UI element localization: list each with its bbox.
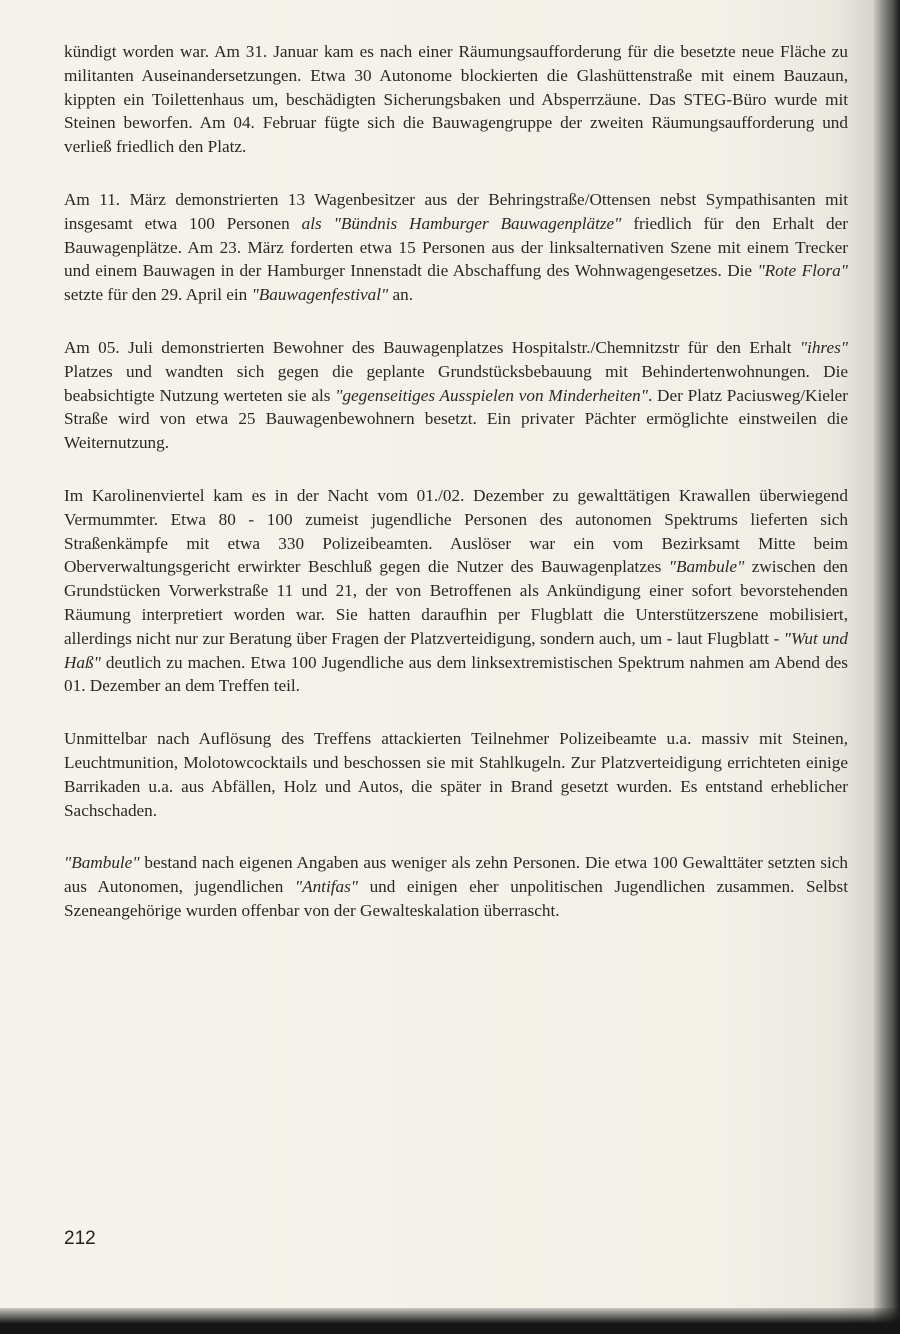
body-text — [64, 40, 848, 952]
text-run: friedlich für den Erhalt der Bauwagenplätze. Am 23. März forderten etwa 15 Personen aus der linksalternativen Szene mit einem Trecker und einem Bauwagen in der Hamburger Innenstadt die Abschaffung des Wohnwagengesetzes. Die — [64, 213, 848, 281]
text-run: Platzes und wandten sich gegen die geplante Grundstücksbebauung mit Behindertenwohnungen. Die beabsichtigte Nutzung werteten sie als — [64, 361, 848, 405]
paragraph-1 — [64, 40, 848, 159]
book-spine-shadow — [874, 0, 900, 1334]
text-run: an. — [388, 285, 414, 305]
page-number: 212 — [64, 1228, 96, 1249]
text-run: Im Karolinenviertel kam es in der Nacht vom 01./02. Dezember zu gewalttätigen Krawallen überwiegend Vermummter. Etwa 80 - 100 zumeist jugendliche Personen des autonomen Spektrums lieferten sich Straßenkämpfe mit etwa 330 Polizeibeamten. Auslöser war ein vom Bezirksamt Mitte beim Oberverwaltungsgericht erwirkter Beschluß gegen die Nutzer des Bauwagenplatzes — [64, 485, 848, 577]
text-run: deutlich zu machen. Etwa 100 Jugendliche aus dem linksextremistischen Spektrum nahmen am Abend des 01. Dezember an dem Treffen teil. — [64, 652, 848, 696]
text-run: setzte für den 29. April ein — [64, 285, 252, 305]
italic-quote: "Bambule" — [668, 557, 745, 577]
paragraph-5 — [64, 727, 848, 822]
paragraph-3 — [64, 336, 848, 455]
paragraph-2 — [64, 188, 848, 307]
text-run: . Der Platz Paciusweg/Kieler Straße wird von etwa 25 Bauwagenbewohnern besetzt. Ein privater Pächter ermöglichte einstweilen die Weiternutzung. — [64, 385, 849, 453]
italic-quote: "Wut und Haß" — [64, 628, 848, 672]
italic-quote: "Bambule" — [64, 853, 140, 873]
text-run: kündigt worden war. Am 31. Januar kam es nach einer Räumungsaufforderung für die besetzte neue Fläche zu militanten Auseinandersetzungen. Etwa 30 Autonome blockierten die Glashüttenstraße mit einem Bauzaun, kippten ein Toilettenhaus um, beschädigten Sicherungsbaken und Absperrzäune. Das STEG-Büro wurde mit Steinen beworfen. Am 04. Februar fügte sich die Bauwagengruppe der zweiten Räumungsaufforderung und verließ friedlich den Platz. — [64, 42, 848, 157]
text-run: zwischen den Grundstücken Vorwerkstraße 11 und 21, der von Betroffenen als Ankündigung einer sofort bevorstehenden Räumung interpretiert worden war. Sie hatten daraufhin per Flugblatt die Unterstützerszene mobilisiert, allerdings nicht nur zur Beratung über Fragen der Platzverteidigung, sondern auch, um - laut Flugblatt - — [64, 557, 848, 648]
paragraph-6 — [64, 851, 848, 922]
italic-quote: "gegenseitiges Ausspielen von Minderheiten" — [335, 385, 648, 405]
italic-quote: "Antifas" — [294, 877, 359, 897]
page-bottom-edge — [0, 1308, 900, 1334]
italic-quote: "ihres" — [799, 337, 848, 357]
text-run: Am 05. Juli demonstrierten Bewohner des Bauwagenplatzes Hospitalstr./Chemnitzstr für den Erhalt — [64, 337, 800, 357]
text-run: und einigen eher unpolitischen Jugendlichen zusammen. Selbst Szeneangehörige wurden offenbar von der Gewalteskalation überrascht. — [64, 877, 849, 920]
italic-quote: "Bauwagenfestival" — [251, 285, 389, 305]
paragraph-4 — [64, 484, 848, 698]
italic-quote: "Rote Flora" — [757, 261, 848, 281]
text-run: bestand nach eigenen Angaben aus weniger als zehn Personen. Die etwa 100 Gewalttäter setzten sich aus Autonomen, jugendlichen — [64, 853, 848, 897]
italic-quote: als "Bündnis Hamburger Bauwagenplätze" — [301, 213, 622, 233]
text-run: Am 11. März demonstrierten 13 Wagenbesitzer aus der Behringstraße/Ottensen nebst Sympathisanten mit insgesamt etwa 100 Personen — [64, 189, 848, 233]
text-run: Unmittelbar nach Auflösung des Treffens attackierten Teilnehmer Polizeibeamte u.a. massiv mit Steinen, Leuchtmunition, Molotowcocktails und beschossen sie mit Stahlkugeln. Zur Platzverteidigung errichteten einige Barrikaden u.a. aus Abfällen, Holz und Autos, die später in Brand gesetzt wurden. Es entstand erheblicher Sachschaden. — [64, 729, 848, 820]
